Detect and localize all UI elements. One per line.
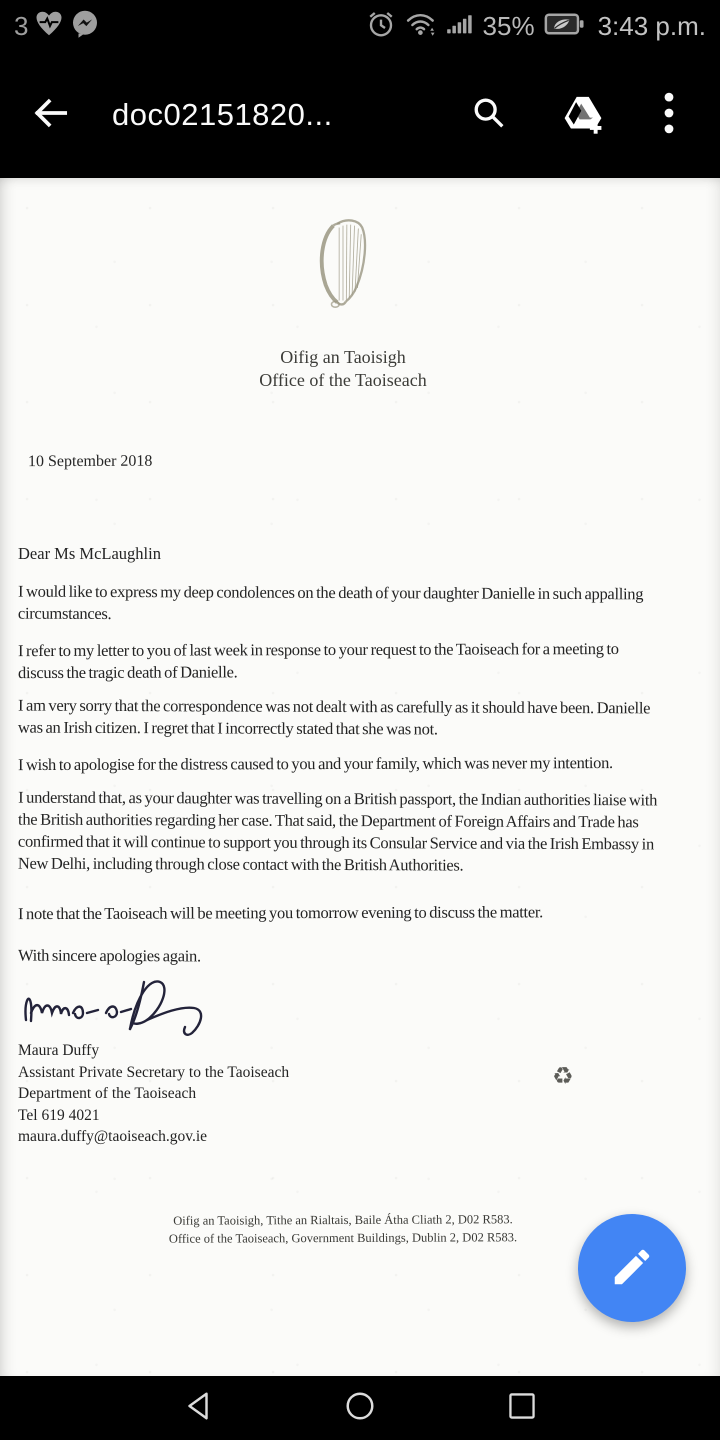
- signer-email: maura.duffy@taoiseach.gov.ie: [18, 1128, 208, 1145]
- signer-phone: Tel 619 4021: [18, 1106, 100, 1124]
- letter-paragraph: I would like to express my deep condolences on the death of your daughter Danielle in such appalling circumstances.: [17, 581, 644, 624]
- signer-title: Assistant Private Secretary to the Taoiseach: [18, 1063, 290, 1081]
- irish-harp-emblem: [314, 216, 372, 312]
- notification-count: 3: [14, 11, 29, 41]
- pencil-icon: [609, 1244, 655, 1293]
- battery-saver-icon: [544, 9, 586, 44]
- letter-paragraph: With sincere apologies again.: [17, 945, 201, 966]
- clock-time: 3:43 p.m.: [597, 11, 706, 41]
- letter-salutation: Dear Ms McLaughlin: [18, 544, 161, 563]
- messenger-icon: [70, 9, 100, 44]
- nav-home-button[interactable]: [332, 1380, 388, 1436]
- letter-paragraph: I note that the Taoiseach will be meeting you tomorrow evening to discuss the matter.: [17, 902, 543, 924]
- battery-percent: 35%: [482, 11, 535, 41]
- recycle-mark: ♻: [552, 1062, 574, 1090]
- add-to-drive-button[interactable]: [560, 92, 606, 138]
- signer-name: Maura Duffy: [18, 1042, 100, 1059]
- navigation-bar: [0, 1376, 720, 1440]
- app-bar-actions: [418, 92, 692, 138]
- add-to-drive-icon: [560, 90, 606, 141]
- status-bar-notifications: [14, 9, 100, 44]
- home-circle-icon: [343, 1389, 377, 1428]
- letter-date: 10 September 2018: [27, 452, 153, 471]
- letter-footer: [18, 1210, 668, 1248]
- letter-body: [18, 582, 668, 968]
- wifi-icon: [405, 9, 437, 44]
- handwritten-signature: [20, 976, 255, 1038]
- letter-paragraph: I refer to my letter to you of last week in response to your request to the Taoiseach for a meeting to discuss the tragic death of Danielle.: [17, 639, 619, 683]
- signal-strength-icon: [446, 9, 474, 44]
- letter-paragraph: I am very sorry that the correspondence was not dealt with as carefully as it should have been. Danielle was an Irish citizen. I regret that I incorrectly stated that she was not.: [17, 695, 651, 739]
- search-icon: [469, 93, 509, 138]
- app-bar: [0, 52, 720, 178]
- status-bar: [0, 0, 720, 52]
- search-button[interactable]: [466, 92, 512, 138]
- back-button[interactable]: [28, 93, 72, 137]
- footer-english: Office of the Taoiseach, Government Buildings, Dublin 2, D02 R583.: [168, 1229, 518, 1245]
- footer-irish: Oifig an Taoisigh, Tithe an Rialtais, Baile Átha Cliath 2, D02 R583.: [173, 1211, 513, 1228]
- overflow-menu-button[interactable]: [646, 92, 692, 138]
- nav-recents-button[interactable]: [494, 1380, 550, 1436]
- signature-block: [18, 1040, 668, 1148]
- letter-paragraph: I understand that, as your daughter was travelling on a British passport, the Indian authorities liaise with the British authorities regarding her case. That said, the Department of Foreign Affairs and Trade has confirmed that it will continue to support you through its Consular Service and via the Irish Embassy in New Delhi, including through close contact with the British Authorities.: [17, 787, 658, 875]
- letterhead-english: Office of the Taoiseach: [259, 370, 427, 390]
- signer-department: Department of the Taoiseach: [18, 1085, 197, 1102]
- back-triangle-icon: [181, 1389, 215, 1428]
- document-title: doc02151820...: [112, 97, 333, 132]
- letter-paragraph: I wish to apologise for the distress caused to you and your family, which was never my intention.: [17, 753, 613, 775]
- alarm-icon: [366, 9, 396, 44]
- heart-pulse-icon: [34, 9, 64, 44]
- letterhead: [18, 346, 668, 392]
- status-bar-system: [366, 9, 706, 44]
- document-page[interactable]: [0, 178, 720, 1376]
- edit-fab[interactable]: [578, 1214, 686, 1322]
- nav-back-button[interactable]: [170, 1380, 226, 1436]
- recents-square-icon: [506, 1390, 538, 1427]
- back-arrow-icon: [29, 92, 71, 139]
- overflow-menu-icon: [662, 91, 676, 140]
- letterhead-irish: Oifig an Taoisigh: [280, 347, 406, 367]
